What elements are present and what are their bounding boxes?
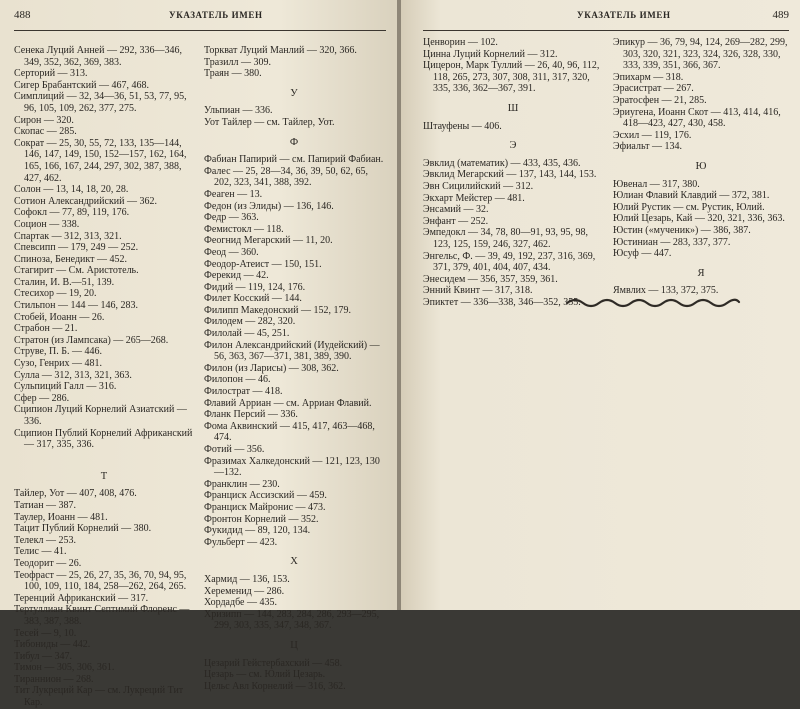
index-entry: Сципион Луций Корнелий Азиатский — 336.: [14, 404, 187, 427]
index-entry: Стильпон — 144 — 146, 283.: [14, 300, 139, 312]
index-entry: Штауфены — 406.: [423, 120, 502, 132]
index-entry: Сульпиций Галл — 316.: [14, 381, 117, 393]
page-number: 489: [772, 9, 789, 21]
index-entry: Траян — 380.: [204, 68, 262, 80]
running-head: УКАЗАТЕЛЬ ИМЕН: [577, 10, 671, 20]
section-letter: Я: [697, 267, 705, 279]
index-entry: Сократ — 25, 30, 55, 72, 133, 135—144, 146, 147, 149, 150, 152—157, 162, 164, 165, 166, 167, 244, 297, 302, 387, 388, 427, 462.: [14, 137, 187, 184]
index-entry: Скопас — 285.: [14, 126, 77, 138]
index-entry: Сфер — 286.: [14, 392, 70, 404]
section-letter: Э: [509, 140, 517, 152]
index-entry: Теофраст — 25, 26, 27, 35, 36, 70, 94, 95, 100, 109, 110, 184, 258—262, 264, 265.: [14, 569, 187, 593]
index-entry: Татиан — 387.: [14, 499, 77, 511]
index-entry: Энсамий — 32.: [423, 204, 489, 216]
index-entry: Энфант — 252.: [423, 215, 489, 227]
index-entry: Цинна Луций Корнелий — 312.: [423, 48, 558, 60]
index-entry: Теодорит — 26.: [14, 557, 82, 569]
index-entry: Цельс Авл Корнелий — 316, 362.: [204, 680, 346, 692]
index-entry: Франциск Майронис — 473.: [204, 501, 326, 513]
index-entry: Фидий — 119, 124, 176.: [204, 281, 306, 293]
left-page-header: [14, 9, 386, 27]
index-entry: Струве, П. Б. — 446.: [14, 346, 102, 358]
index-entry: Уот Тайлер — см. Тайлер, Уот.: [204, 116, 335, 128]
index-entry: Цезарий Гейстербахский — 458.: [204, 657, 343, 669]
index-entry: Сталин, И. В.—51, 139.: [14, 276, 115, 288]
index-entry: Цицерон, Марк Туллий — 26, 40, 96, 112, 118, 265, 273, 307, 308, 311, 317, 320, 335, 336, 362—367, 391.: [423, 60, 600, 95]
index-entry: Хеременид — 286.: [204, 585, 285, 597]
index-entry: Фотий — 356.: [204, 444, 265, 455]
index-entry: Юстиниан — 283, 337, 377.: [613, 236, 731, 248]
index-entry: Ферекид — 42.: [204, 270, 269, 282]
index-entry: Сулла — 312, 313, 321, 363.: [14, 369, 132, 381]
index-entry: Флавий Арриан — см. Арриан Флавий.: [204, 397, 372, 409]
index-entry: Тайлер, Уот — 407, 408, 476.: [14, 488, 137, 500]
index-entry: Хармид — 136, 153.: [204, 573, 290, 585]
index-column: [14, 45, 194, 709]
index-entry: Серторий — 313.: [14, 68, 88, 80]
index-entry: Юлиан Флавий Клавдий — 372, 381.: [613, 190, 770, 202]
index-entry: Филопон — 46.: [204, 374, 271, 386]
index-entry: Ямвлих — 133, 372, 375.: [613, 285, 719, 297]
index-entry: Теренций Африканский — 317.: [14, 592, 149, 604]
index-entry: Эпикур — 36, 79, 94, 124, 269—282, 299, 303, 320, 321, 323, 324, 326, 328, 330, 333, 339, 351, 366, 367.: [613, 37, 788, 72]
index-column: [423, 37, 603, 308]
index-entry: Эриугена, Иоанн Скот — 413, 414, 416, 418—423, 427, 430, 458.: [613, 106, 781, 130]
index-entry: Филон Александрийский (Иудейский) — 56, 363, 367—371, 381, 389, 390.: [204, 339, 380, 363]
index-entry: Хордадбе — 435.: [204, 597, 277, 609]
index-entry: Тразилл — 309.: [204, 56, 271, 68]
index-entry: Эсхил — 119, 176.: [613, 129, 692, 141]
index-entry: Стобей, Иоанн — 26.: [14, 311, 105, 323]
index-column: [613, 37, 789, 297]
index-entry: Эмпедокл — 34, 78, 80—91, 93, 95, 98, 123, 125, 159, 246, 327, 462.: [423, 227, 589, 250]
decorative-wave-divider: [565, 294, 741, 310]
index-entry: Эратосфен — 21, 285.: [613, 94, 707, 106]
index-entry: Тибул — 347.: [14, 650, 72, 662]
index-entry: Фульберт — 423.: [204, 536, 278, 548]
index-entry: Юстин («мученик») — 386, 387.: [613, 224, 751, 236]
index-column: [204, 45, 384, 692]
index-entry: Эрасистрат — 267.: [613, 83, 694, 95]
left-page: [0, 0, 399, 709]
right-page-header: [423, 9, 789, 27]
index-entry: Эвклид Мегарский — 137, 143, 144, 153.: [423, 169, 597, 181]
index-entry: Филипп Македонский — 152, 179.: [204, 304, 351, 316]
section-letter: Т: [100, 470, 108, 482]
index-entry: Телекл — 253.: [14, 534, 76, 546]
index-entry: Эвклид (математик) — 433, 435, 436.: [423, 157, 581, 169]
index-entry: Тит Лукреций Кар — см. Лукреций Тит Кар.: [14, 685, 184, 709]
index-entry: Тесей — 9, 10.: [14, 627, 77, 639]
section-letter: Ю: [695, 160, 707, 172]
index-entry: Страбон — 21.: [14, 323, 78, 335]
index-entry: Социон — 338.: [14, 218, 80, 230]
index-entry: Тираннион — 268.: [14, 673, 94, 685]
index-entry: Хризипп — 144, 283, 284, 286, 293—295, 299, 303, 335, 347, 348, 367.: [204, 608, 380, 632]
index-entry: Энгельс, Ф. — 39, 49, 192, 237, 316, 369, 371, 379, 401, 404, 407, 434.: [423, 250, 596, 274]
index-entry: Фразимах Халкедонский — 121, 123, 130—132.: [204, 455, 380, 479]
index-entry: Юлий Рустик — см. Рустик, Юлий.: [613, 201, 765, 213]
index-entry: Ювенал — 317, 380.: [613, 178, 700, 190]
index-entry: Фукидид — 89, 120, 134.: [204, 525, 311, 537]
index-entry: Феаген — 13.: [204, 188, 263, 200]
index-entry: Тибониды — 442.: [14, 639, 91, 651]
index-entry: Федр — 363.: [204, 212, 259, 224]
index-entry: Федон (из Элиды) — 136, 146.: [204, 200, 334, 212]
index-entry: Фемистокл — 118.: [204, 223, 284, 235]
index-entry: Стагирит — См. Аристотель.: [14, 265, 139, 277]
index-entry: Эфиальт — 134.: [613, 141, 682, 153]
index-entry: Франциск Ассизский — 459.: [204, 490, 327, 502]
section-spacer: [14, 451, 194, 463]
section-letter: Х: [290, 556, 298, 568]
index-entry: Стратон (из Лампсака) — 265—268.: [14, 334, 169, 346]
index-entry: Фланк Персий — 336.: [204, 409, 298, 421]
index-entry: Эвн Сицилийский — 312.: [423, 180, 534, 192]
index-entry: Филострат — 418.: [204, 386, 283, 398]
index-entry: Фронтон Корнелий — 352.: [204, 513, 319, 525]
index-entry: Филон (из Ларисы) — 308, 362.: [204, 362, 339, 374]
index-entry: Тимон — 305, 306, 361.: [14, 662, 115, 674]
section-letter: У: [290, 87, 298, 99]
index-entry: Феод — 360.: [204, 246, 259, 258]
index-entry: Фабиан Папирий — см. Папирий Фабиан.: [204, 154, 384, 166]
index-entry: Торкват Луций Манлий — 320, 366.: [204, 45, 357, 56]
index-entry: Сигер Брабантский — 467, 468.: [14, 79, 149, 91]
running-head: УКАЗАТЕЛЬ ИМЕН: [169, 10, 263, 20]
index-entry: Ценворин — 102.: [423, 37, 498, 48]
index-entry: Филолай — 45, 251.: [204, 328, 290, 340]
index-entry: Филодем — 282, 320.: [204, 316, 296, 328]
index-entry: Спевсипп — 179, 249 — 252.: [14, 242, 139, 254]
index-entry: Софокл — 77, 89, 119, 176.: [14, 207, 130, 219]
index-entry: Спиноза, Бенедикт — 452.: [14, 253, 127, 265]
header-rule: [14, 30, 386, 31]
index-entry: Спартак — 312, 313, 321.: [14, 230, 122, 242]
index-entry: Сирон — 320.: [14, 114, 74, 126]
section-letter: Ш: [507, 102, 519, 114]
index-entry: Энесидем — 356, 357, 359, 361.: [423, 273, 558, 285]
index-entry: Телис — 41.: [14, 546, 67, 558]
index-entry: Юсуф — 447.: [613, 248, 672, 260]
index-entry: Симплиций — 32, 34—36, 51, 53, 77, 95, 96, 105, 109, 262, 377, 275.: [14, 91, 187, 114]
page-number: 488: [14, 9, 31, 21]
index-entry: Энний Квинт — 317, 318.: [423, 285, 533, 297]
index-entry: Таулер, Иоанн — 481.: [14, 511, 108, 523]
index-entry: Экхарт Мейстер — 481.: [423, 192, 525, 204]
index-entry: Тертуллиан Квинт Септимий Флоренс — 383, 387, 388.: [14, 604, 190, 627]
index-entry: Сузо, Генрих — 481.: [14, 358, 102, 370]
index-entry: Ульпиан — 336.: [204, 105, 273, 117]
index-entry: Сенека Луций Анней — 292, 336—346, 349, 352, 362, 369, 383.: [14, 45, 182, 68]
index-entry: Эпиктет — 336—338, 346—352, 355.: [423, 296, 581, 308]
index-entry: Стесихор — 19, 20.: [14, 288, 97, 300]
index-entry: Сотион Александрийский — 362.: [14, 195, 158, 207]
section-letter: Ф: [289, 136, 299, 148]
index-entry: Феодор-Атеист — 150, 151.: [204, 258, 322, 270]
index-entry: Тацит Публий Корнелий — 380.: [14, 523, 152, 535]
section-letter: Ц: [290, 639, 298, 651]
index-entry: Юлий Цезарь, Кай — 320, 321, 336, 363.: [613, 213, 785, 225]
index-entry: Солон — 13, 14, 18, 20, 28.: [14, 184, 129, 196]
index-entry: Феогнид Мегарский — 11, 20.: [204, 235, 333, 247]
index-entry: Франклин — 230.: [204, 478, 280, 490]
index-entry: Фалес — 25, 28—34, 36, 39, 50, 62, 65, 202, 323, 341, 388, 392.: [204, 165, 369, 189]
index-entry: Эпихарм — 318.: [613, 71, 684, 83]
index-entry: Сципион Публий Корнелий Африканский — 317, 335, 336.: [14, 427, 193, 451]
index-entry: Фома Аквинский — 415, 417, 463—468, 474.: [204, 420, 375, 444]
right-page: [401, 0, 800, 610]
header-rule: [423, 30, 789, 31]
index-entry: Филет Косский — 144.: [204, 293, 302, 305]
index-entry: Цезарь — см. Юлий Цезарь.: [204, 669, 326, 681]
